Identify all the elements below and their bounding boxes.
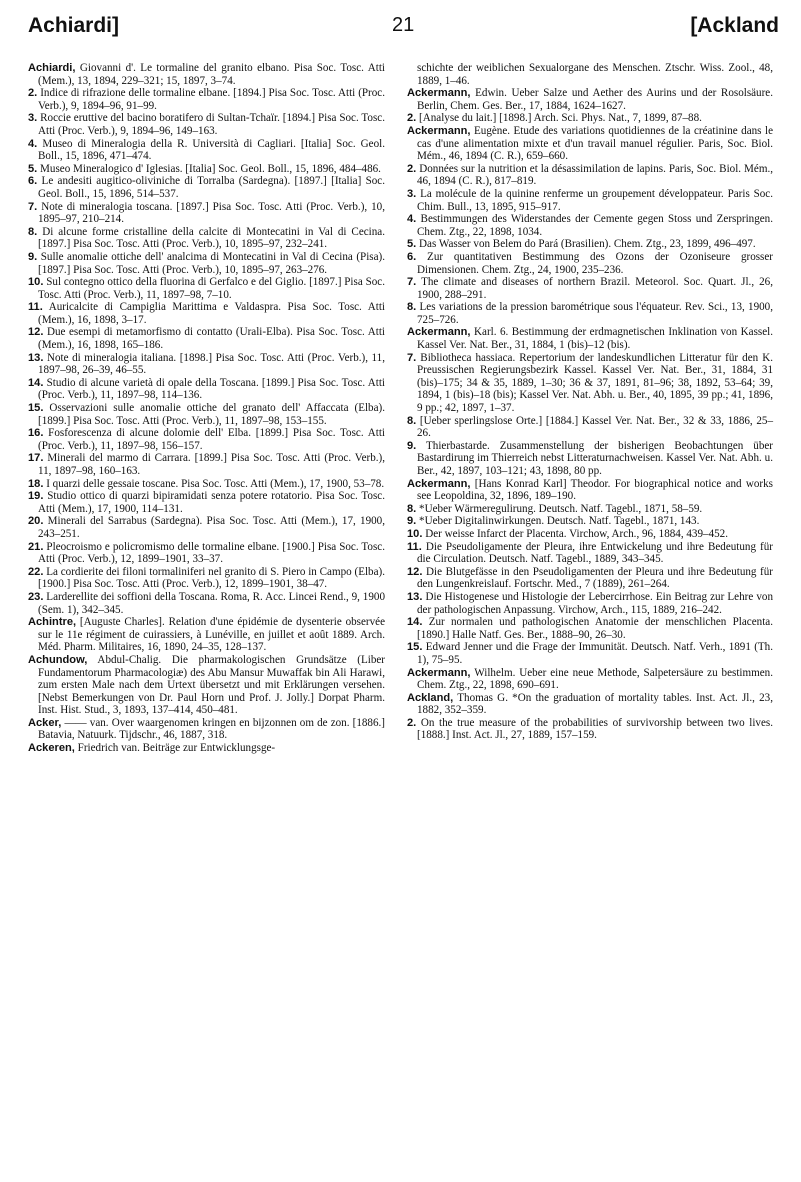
author-name: Achiardi, (28, 62, 76, 74)
entry-number: 22. (28, 565, 44, 578)
bibliography-entry (407, 528, 773, 541)
entry-number: 7. (407, 351, 417, 364)
entry-text: Die Pseudoligamente der Pleura, ihre Entwickelung und ihre Bedeutung für die Circulation. Deutsch. Natf. Tagebl., 1889, 343–345. (417, 540, 773, 566)
entry-number: 17. (28, 452, 44, 465)
author-entry (28, 717, 385, 742)
author-name: Ackland, (407, 691, 454, 704)
entry-number: 14. (407, 616, 423, 629)
entry-number: 12. (407, 565, 423, 578)
entry-text: *Ueber Digitalinwirkungen. Deutsch. Natf. Tagebl., 1871, 143. (416, 515, 700, 528)
bibliography-entry (407, 616, 773, 641)
entry-number: 16. (28, 427, 44, 440)
entry-number: 18. (28, 477, 44, 490)
bibliography-entry (28, 478, 385, 491)
entry-text: Das Wasser von Belem do Pará (Brasilien). Chem. Ztg., 23, 1899, 496–497. (416, 238, 756, 251)
author-name: Ackeren, (28, 742, 75, 755)
header-first-entry: Achiardi] (28, 14, 120, 37)
author-name: Ackermann, (407, 477, 471, 490)
entry-number: 20. (28, 515, 44, 528)
entry-number: 6. (28, 175, 38, 188)
entry-text: Auricalcite di Campiglia Marittima e Valdaspra. Pisa Soc. Tosc. Atti (Mem.), 16, 1898, 3–17. (38, 301, 385, 326)
entry-text: Roccie eruttive del bacino boratifero di Sultan-Tchaïr. [1894.] Pisa Soc. Tosc. Atti (Proc. Verb.), 9, 1894–96, 149–163. (37, 112, 385, 137)
author-name: Ackermann, (407, 326, 471, 339)
entry-text: Sulle anomalie ottiche dell' analcima di Montecatini in Val di Cecina (Pisa). [1897.] Pisa Soc. Tosc. Atti (Proc. Verb.), 10, 1895–97, 263–276. (37, 250, 385, 276)
bibliography-entry (28, 226, 385, 251)
entry-number: 11. (28, 301, 43, 314)
page-header (0, 14, 801, 48)
entry-text: Museo di Mineralogia della R. Università di Cagliari. [Italia] Soc. Geol. Boll., 15, 1896, 471–474. (37, 137, 385, 163)
bibliography-entry (28, 377, 385, 402)
entry-number: 15. (407, 641, 423, 654)
entry-text: Bestimmungen des Widerstandes der Cemente gegen Stoss und Zerspringen. Chem. Ztg., 22, 1898, 1034. (416, 213, 773, 238)
entry-number: 8. (28, 225, 38, 238)
author-entry (407, 692, 773, 717)
entry-number: 2. (407, 716, 417, 729)
bibliography-entry (407, 591, 773, 616)
entry-text: Due esempi di metamorfismo di contatto (Urali-Elba). Pisa Soc. Tosc. Atti (Mem.), 16, 1898, 165–186. (38, 326, 385, 352)
entry-number: 13. (28, 351, 44, 364)
entry-number: 8. (407, 414, 417, 427)
entry-text: Der weisse Infarct der Placenta. Virchow, Arch., 96, 1884, 439–452. (422, 527, 728, 540)
entry-text: —— van. Over waargenomen kringen en bijzonnen om de zon. [1886.] Batavia, Natuurk. Tijdschr., 46, 1887, 318. (38, 716, 385, 742)
entry-text: Abdul-Chalig. Die pharmakologischen Grundsätze (Liber Fundamentorum Pharmacologiæ) des Abu Mansur Muwaffak bin Ali Harawi, zum ersten Male nach dem Urtext übersetzt und mit Erklärungen versehen. [Nebst Bemerkungen von Dr. Paul Horn und Prof. J. Jolly.] Dorpat Pharm. Inst. Hist. Stud., 3, 1893, 137–414, 450–481. (38, 653, 385, 717)
bibliography-entry (28, 490, 385, 515)
author-entry (28, 62, 385, 87)
bibliography-entry (407, 238, 773, 251)
bibliography-entry (28, 566, 385, 591)
entry-text: The climate and diseases of northern Brazil. Meteorol. Soc. Quart. Jl., 26, 1900, 288–291. (416, 276, 773, 301)
entry-number: 6. (407, 250, 417, 263)
bibliography-entry (407, 566, 773, 591)
entry-number: 8. (407, 502, 417, 515)
bibliography-entry (28, 591, 385, 616)
entry-number: 15. (28, 402, 44, 415)
entry-number: 9. (407, 439, 417, 452)
author-entry (407, 125, 773, 163)
entry-text: Thomas G. *On the graduation of mortality tables. Inst. Act. Jl., 23, 1882, 352–359. (417, 691, 773, 717)
entry-text: Osservazioni sulle anomalie ottiche del granato dell' Affaccata (Elba). [1899.] Pisa Soc. Tosc. Atti (Proc. Verb.), 11, 1897–98, 153–155. (38, 402, 385, 427)
entry-text: Note di mineralogia toscana. [1897.] Pisa Soc. Tosc. Atti (Proc. Verb.), 10, 1895–97, 210–214. (37, 200, 385, 226)
bibliography-entry (407, 440, 773, 478)
bibliography-entry (407, 541, 773, 566)
entry-text: Zur normalen und pathologischen Anatomie der menschlichen Placenta. [1890.] Halle Natf. Ges. Ber., 1888–90, 26–30. (417, 616, 773, 641)
entry-text: Karl. 6. Bestimmung der erdmagnetischen Inklination von Kassel. Kassel Ver. Nat. Ber., 31, 1884, 1 (bis)–12 (bis). (417, 326, 773, 352)
entry-number: 19. (28, 490, 44, 503)
bibliography-entry (28, 201, 385, 226)
author-entry (407, 478, 773, 503)
entry-text: Wilhelm. Ueber eine neue Methode, Salpetersäure zu bestimmen. Chem. Ztg., 22, 1898, 690–691. (417, 666, 773, 692)
entry-number: 11. (407, 540, 422, 553)
entry-number: 5. (28, 162, 38, 175)
bibliography-entry (28, 251, 385, 276)
entry-number: 14. (28, 376, 44, 389)
header-last-entry: [Ackland (690, 14, 779, 37)
left-column (28, 62, 385, 755)
author-name: Ackermann, (407, 87, 471, 100)
entry-number: 10. (28, 276, 44, 289)
bibliography-entry (407, 276, 773, 301)
author-name: Achintre, (28, 616, 77, 629)
entry-text: schichte der weiblichen Sexualorgane des Menschen. Ztschr. Wiss. Zool., 48, 1889, 1–46. (417, 62, 773, 87)
entry-text: *Ueber Wärmeregulirung. Deutsch. Natf. Tagebl., 1871, 58–59. (416, 502, 703, 515)
entry-number: 4. (28, 137, 38, 150)
entry-text: Zur quantitativen Bestimmung des Ozons der Ozoniseure grosser Dimensionen. Chem. Ztg., 24, 1900, 235–236. (416, 250, 773, 276)
entry-continuation (407, 62, 773, 87)
entry-text: Eugène. Etude des variations quotidiennes de la créatinine dans le cas d'une alimentation mixte et d'un travail manuel régulier. Paris, Soc. Biol. Mém., 46, 1894 (C. R.), 659–660. (417, 124, 773, 163)
entry-text: Museo Mineralogico d' Iglesias. [Italia] Soc. Geol. Boll., 15, 1896, 484–486. (37, 162, 381, 175)
author-entry (407, 326, 773, 351)
bibliography-entry (28, 326, 385, 351)
entry-number: 3. (28, 112, 38, 125)
entry-text: [Analyse du lait.] [1898.] Arch. Sci. Phys. Nat., 7, 1899, 87–88. (416, 112, 702, 125)
author-name: Ackermann, (407, 666, 471, 679)
bibliography-entry (407, 188, 773, 213)
bibliography-entry (407, 415, 773, 440)
bibliography-entry (407, 352, 773, 415)
entry-text: Edwin. Ueber Salze und Aether des Aurins und der Rosolsäure. Berlin, Chem. Ges. Ber., 17, 1884, 1624–1627. (417, 87, 773, 112)
bibliography-entry (28, 87, 385, 112)
bibliography-entry (407, 717, 773, 742)
entry-text: Bibliotheca hassiaca. Repertorium der landeskundlichen Litteratur für den K. Preussischen Regierungsbezirk Kassel. Kassel Ver. Nat. Ber., 31, 1884, 31 (bis)–175; 34 & 35, 1889, 1–30; 36 & 37, 1891, 81–96; 38, 1892, 53–64; 39, 1894, 1 (bis)–18 (bis); Kassel Ver. Nat. Abh. u. Ber., 40, 1895, 39 pp.; 41, 1896, 9 pp.; 42, 1897, 1–37. (416, 351, 773, 415)
bibliography-entry (28, 427, 385, 452)
entry-text: La cordierite dei filoni tormaliniferi nel granito di S. Piero in Campo (Elba). [1900.] Pisa Soc. Tosc. Atti (Proc. Verb.), 12, 1899–1901, 38–47. (38, 565, 385, 591)
entry-text: Studio di alcune varietà di opale della Toscana. [1899.] Pisa Soc. Tosc. Atti (Proc. Verb.), 11, 1897–98, 114–136. (38, 376, 385, 402)
author-entry (407, 667, 773, 692)
entry-number: 2. (28, 87, 38, 100)
entry-text: Edward Jenner und die Frage der Immunität. Deutsch. Natf. Verh., 1891 (Th. 1), 75–95. (417, 641, 773, 666)
author-entry (28, 654, 385, 717)
entry-text: Indice di rifrazione delle tormaline elbane. [1894.] Pisa Soc. Tosc. Atti (Proc. Verb.), 9, 1894–96, 91–99. (37, 87, 385, 112)
page-number: 21 (392, 14, 415, 36)
entry-number: 10. (407, 527, 423, 540)
entry-number: 4. (407, 213, 417, 226)
entry-text: Les variations de la pression barométrique sous l'équateur. Rev. Sci., 13, 1900, 725–726. (416, 301, 773, 326)
bibliography-entry (407, 163, 773, 188)
bibliography-entry (28, 175, 385, 200)
author-entry (407, 87, 773, 112)
bibliography-entry (407, 301, 773, 326)
entry-text: Données sur la nutrition et la désassimilation de lapins. Paris, Soc. Biol. Mém., 46, 1894 (C. R.), 817–819. (416, 162, 773, 188)
entry-number: 3. (407, 187, 417, 200)
bibliography-entry (28, 301, 385, 326)
entry-number: 9. (407, 515, 417, 528)
bibliography-entry (28, 276, 385, 301)
entry-number: 23. (28, 590, 44, 603)
bibliography-entry (28, 138, 385, 163)
entry-text: Minerali del Sarrabus (Sardegna). Pisa Soc. Tosc. Atti (Mem.), 17, 1900, 243–251. (38, 515, 385, 540)
entry-text: I quarzi delle gessaie toscane. Pisa Soc. Tosc. Atti (Mem.), 17, 1900, 53–78. (43, 477, 385, 490)
author-name: Achundow, (28, 653, 88, 666)
right-column (407, 62, 773, 742)
entry-text: [Hans Konrad Karl] Theodor. For biographical notice and works see Leopoldina, 32, 1896, 189–190. (417, 477, 773, 503)
bibliography-entry (28, 163, 385, 176)
author-name: Ackermann, (407, 124, 471, 137)
entry-text: Giovanni d'. Le tormaline del granito elbano. Pisa Soc. Tosc. Atti (Mem.), 13, 1894, 229–321; 15, 1897, 3–74. (38, 62, 385, 87)
bibliography-entry (28, 541, 385, 566)
bibliography-entry (28, 515, 385, 540)
entry-text: Minerali del marmo di Carrara. [1899.] Pisa Soc. Tosc. Atti (Proc. Verb.), 11, 1897–98, 160–163. (38, 452, 385, 477)
entry-text: Di alcune forme cristalline della calcite di Montecatini in Val di Cecina. [1897.] Pisa Soc. Tosc. Atti (Proc. Verb.), 10, 1895–97, 232–241. (37, 225, 385, 251)
bibliography-entry (28, 352, 385, 377)
entry-text: Larderellite dei soffioni della Toscana. Roma, R. Acc. Lincei Rend., 9, 1900 (Sem. 1), 342–345. (38, 590, 385, 616)
author-entry (28, 616, 385, 654)
entry-number: 13. (407, 590, 423, 603)
entry-text: Thierbastarde. Zusammenstellung der bisherigen Beobachtungen über Bastardirung im Thierreich nebst Litteraturnachweisen. Kassel Ver. Nat. Abh. u. Ber., 42, 1897, 103–121; 43, 1898, 80 pp. (416, 439, 773, 477)
bibliography-entry (28, 402, 385, 427)
entry-text: On the true measure of the probabilities of survivorship between two lives. [1888.] Inst. Act. Jl., 27, 1889, 157–159. (416, 716, 773, 742)
bibliography-entry (28, 452, 385, 477)
bibliography-entry (407, 641, 773, 666)
entry-number: 2. (407, 112, 417, 125)
entry-number: 21. (28, 540, 44, 553)
entry-text: [Auguste Charles]. Relation d'une épidémie de dysenterie observée sur le 11e régiment de cuirassiers, à Lunéville, en juillet et août 1889. Arch. Méd. Pharm. Militaires, 16, 1890, 24–35, 128–137. (38, 616, 385, 654)
entry-text: Die Histogenese und Histologie der Lebercirrhose. Ein Beitrag zur Lehre von der pathologischen Anpassung. Virchow, Arch., 115, 1889, 216–242. (417, 590, 773, 616)
entry-text: Le andesiti augitico-oliviniche di Torralba (Sardegna). [1897.] [Italia] Soc. Geol. Boll., 15, 1896, 514–537. (37, 175, 385, 200)
bibliography-entry (28, 112, 385, 137)
bibliography-entry (407, 503, 773, 516)
author-name: Acker, (28, 716, 62, 729)
entry-text: Friedrich van. Beiträge zur Entwicklungsge- (74, 742, 276, 755)
bibliography-entry (407, 515, 773, 528)
entry-text: La molécule de la quinine renferme un groupement développateur. Paris Soc. Chim. Bull., 13, 1895, 915–917. (416, 187, 773, 213)
entry-number: 5. (407, 238, 417, 251)
entry-text: Die Blutgefässe in den Pseudoligamenten der Pleura und ihre Bedeutung für den Lungenkreislauf. Fortschr. Med., 7 (1889), 261–264. (417, 565, 773, 591)
bibliography-entry (407, 251, 773, 276)
entry-text: Sul contegno ottico della fluorina di Gerfalco e del Giglio. [1897.] Pisa Soc. Tosc. Atti (Proc. Verb.), 11, 1897–98, 7–10. (38, 276, 385, 301)
entry-number: 12. (28, 326, 44, 339)
entry-text: Studio ottico di quarzi bipiramidati senza potere rotatorio. Pisa Soc. Tosc. Atti (Mem.), 17, 1900, 114–131. (38, 490, 385, 515)
entry-text: [Ueber sperlingslose Orte.] [1884.] Kassel Ver. Nat. Ber., 32 & 33, 1886, 25–26. (416, 414, 773, 440)
entry-number: 7. (407, 276, 417, 289)
bibliography-entry (407, 112, 773, 125)
author-entry (28, 742, 385, 755)
entry-number: 7. (28, 200, 38, 213)
entry-text: Pleocroismo e policromismo delle tormaline elbane. [1900.] Pisa Soc. Tosc. Atti (Proc. Verb.), 12, 1899–1901, 33–37. (38, 540, 385, 566)
bibliography-entry (407, 213, 773, 238)
entry-number: 2. (407, 162, 417, 175)
entry-text: Fosforescenza di alcune dolomie dell' Elba. [1899.] Pisa Soc. Tosc. Atti (Proc. Verb.), 11, 1897–98, 156–157. (38, 427, 385, 452)
entry-number: 8. (407, 301, 417, 314)
entry-number: 9. (28, 250, 38, 263)
entry-text: Note di mineralogia italiana. [1898.] Pisa Soc. Tosc. Atti (Proc. Verb.), 11, 1897–98, 26–39, 46–55. (38, 351, 385, 377)
